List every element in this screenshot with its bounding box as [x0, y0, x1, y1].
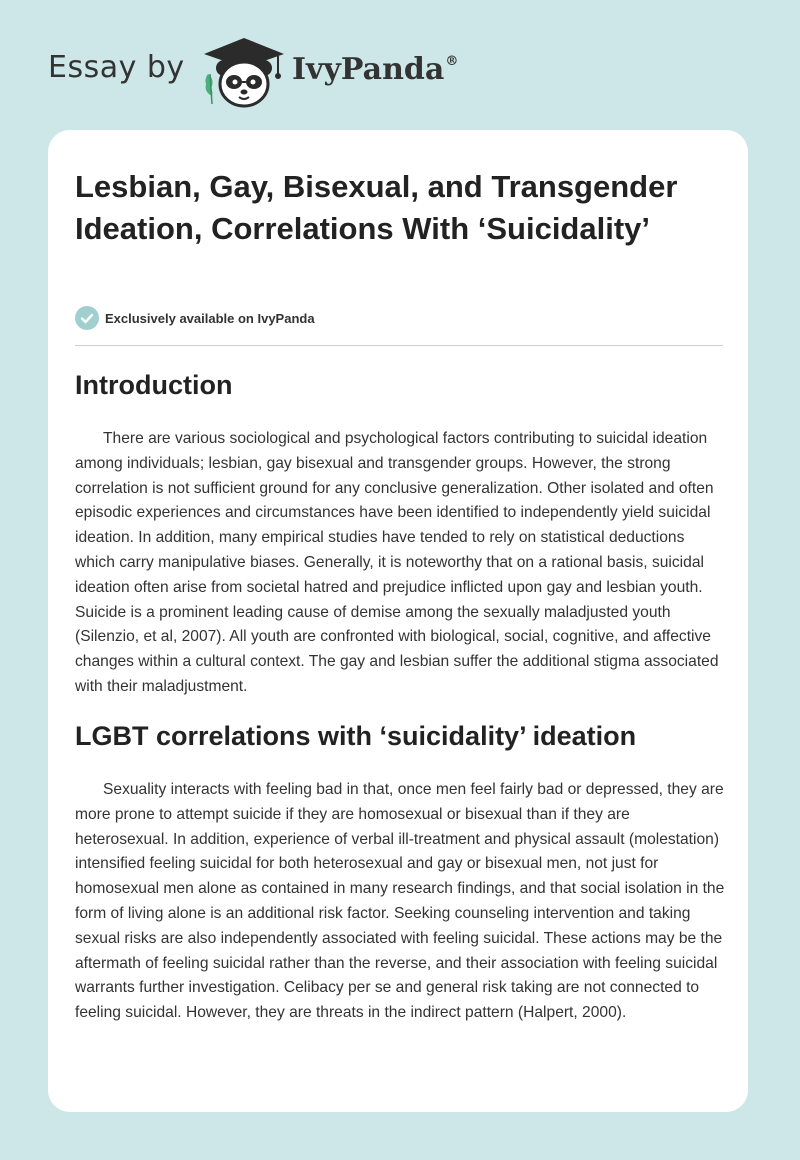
exclusive-badge	[75, 306, 315, 330]
check-circle-icon	[75, 306, 99, 330]
section-heading-lgbt-correlations: LGBT correlations with ‘suicidality’ ideation	[75, 721, 637, 751]
article-title: Lesbian, Gay, Bisexual, and Transgender Ideation, Correlations With ‘Suicidality’	[75, 169, 678, 246]
panda-graduate-icon[interactable]	[198, 34, 290, 110]
site-header	[0, 0, 800, 130]
brand-name[interactable]: IvyPanda®	[292, 52, 459, 87]
registered-mark: ®	[445, 54, 459, 69]
section-paragraph-lgbt-correlations: Sexuality interacts with feeling bad in that, once men feel fairly bad or depressed, they are more prone to attempt suicide if they are homosexual or bisexual than if they are heterosexual. In addition, experience of verbal ill-treatment and physical assault (molestation) intensified feeling suicidal for both heterosexual and gay or bisexual men, not just for homosexual men alone as contained in many research findings, and that social isolation in the form of living alone is an additional risk factor. Seeking counseling intervention and taking sexual risks are also independently associated with feeling suicidal. These actions may be the aftermath of feeling suicidal rather than the reverse, and their association with feeling suicidal warrants further investigation. Celibacy per se and general risk taking are not connected to feeling suicidal. However, they are threats in the indirect pattern (Halpert, 2000).	[75, 781, 725, 1022]
exclusive-label: Exclusively available on IvyPanda	[105, 310, 315, 326]
article-card	[48, 130, 748, 1112]
brand-prefix: Essay by	[48, 50, 185, 85]
title-divider	[75, 345, 723, 346]
section-heading-introduction: Introduction	[75, 370, 233, 400]
section-paragraph-introduction: There are various sociological and psychological factors contributing to suicidal ideation among individuals; lesbian, gay bisexual and transgender groups. However, the strong correlation is not sufficient ground for any conclusive generalization. Other isolated and often episodic experiences and circumstances have been identified to independently yield suicidal ideation. In addition, many empirical studies have tended to rely on statistical deductions which carry manipulative biases. Generally, it is noteworthy that on a rational basis, suicidal ideation often arise from societal hatred and prejudice inflicted upon gay and lesbian youth. Suicide is a prominent leading cause of demise among the sexually maladjusted youth (Silenzio, et al, 2007). All youth are confronted with biological, social, cognitive, and affective changes within a cultural context. The gay and lesbian suffer the additional stigma associated with their maladjustment.	[75, 430, 719, 695]
